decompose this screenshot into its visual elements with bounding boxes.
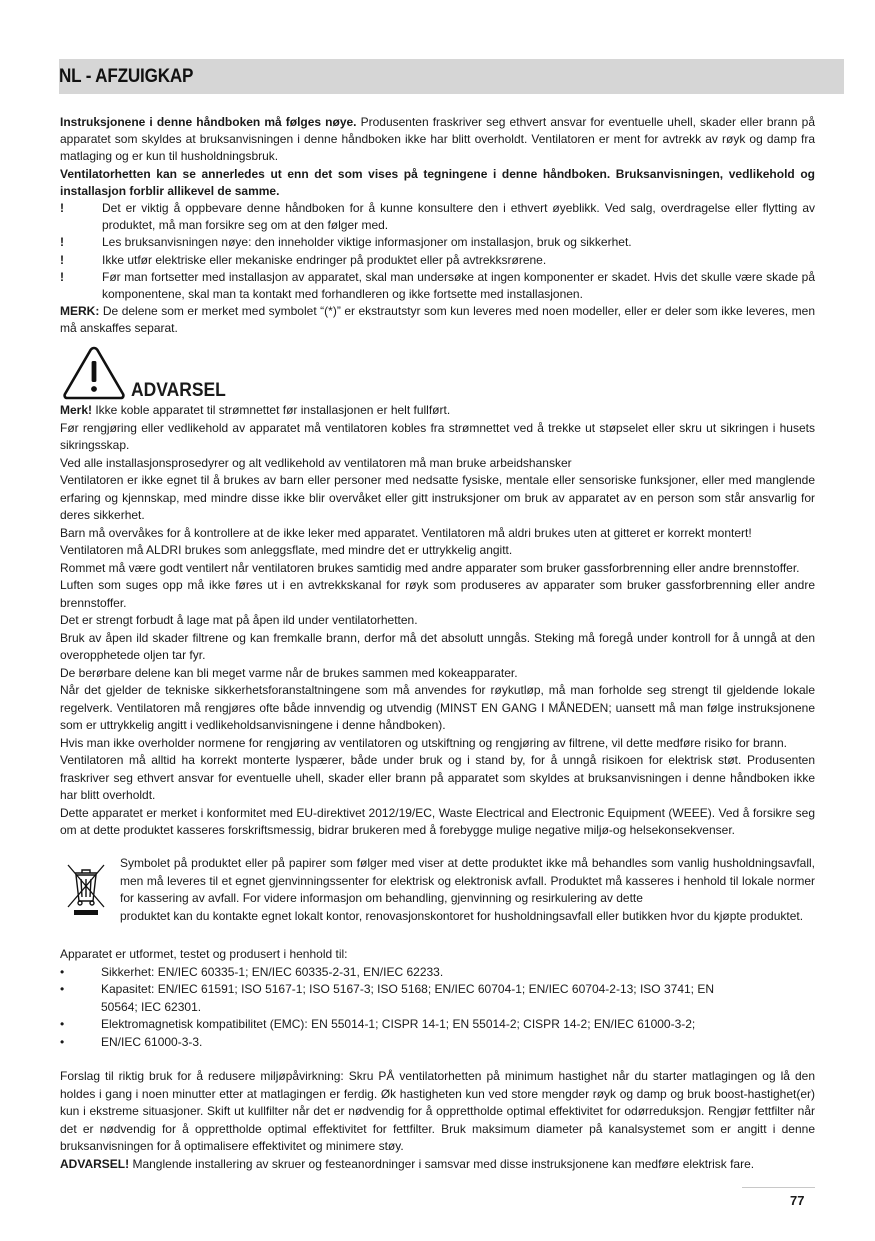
closing-warning-label: ADVARSEL!: [60, 1156, 130, 1171]
closing-warning: [60, 1156, 815, 1174]
exclamation-icon: !: [60, 269, 64, 284]
closing-paragraph: Forslag til riktig bruk for å redusere miljøpåvirkning: Skru PÅ ventilatorhetten på minimum hastighet når du starter matlagingen og lå den holdes i gang i noen minutter etter at matlagingen er ferdig. Øk hastigheten kun ved store mengder røyk og damp og bruk boost-hastighet(er) kun i ekstreme situasjoner. Skift ut kullfilter når det er nødvendig for å opprettholde optimal effektivitet for odørreduksjon. Rengjør fettfilter når det er nødvendig for å opprettholde optimal effektivitet for fettfilter. Bruk maksimum diameter på kanalsystemet som er angitt i denne bruksanvisningen for å optimalisere effektivitet og minimere støy.: [60, 1069, 815, 1153]
exclamation-icon: !: [60, 201, 64, 216]
list-item: [60, 234, 815, 251]
warning-paragraph: Det er strengt forbudt å lage mat på åpen ild under ventilatorhetten.: [60, 613, 418, 627]
intro-paragraph-2: Ventilatorhetten kan se annerledes ut enn det som vises på tegningene i denne håndboken. Bruksanvisningen, vedlikehold og installasjon forblir allikevel de samme.: [60, 166, 815, 198]
warning-merk-text: Ikke koble apparatet til strømnettet før installasjonen er helt fullført.: [92, 403, 451, 417]
intro-text: Produsenten fraskriver seg ethvert ansvar for eventuelle uhell, skader eller brann på apparatet som skyldes at bruksanvisningen i denne håndboken ikke har blitt overholdt. Ventilatoren er ment for avtrekk av røyk og damp fra matlaging og er kun til husholdningsbruk.: [60, 115, 815, 164]
footer-divider: [742, 1187, 815, 1188]
list-item: [60, 252, 815, 269]
merk-text: De delene som er merket med symbolet “(*)” er ekstrautstyr som kun leveres med noen modeller, eller er deler som ikke leveres, men må anskaffes separat.: [60, 304, 815, 336]
list-item: [60, 200, 815, 234]
merk-label: MERK:: [60, 304, 100, 319]
list-item-text: Elektromagnetisk kompatibilitet (EMC): EN 55014-1; CISPR 14-1; EN 55014-2; CISPR 14-2; EN/IEC 61000-3-2;: [101, 1017, 696, 1031]
list-item-text: Les bruksanvisningen nøye: den inneholder viktige informasjoner om installasjon, bruk og sikkerhet.: [102, 235, 632, 250]
weee-section: [60, 855, 815, 935]
list-item-text: Før man fortsetter med installasjon av apparatet, skal man undersøke at ingen komponenter er skadet. Hvis det skulle være skade på komponentene, skal man ta kontakt med forhandleren og ikke fortsette med installasjonen.: [102, 269, 815, 302]
list-item: [60, 1034, 815, 1052]
warning-section: [60, 402, 815, 840]
weee-text-block: [120, 855, 815, 925]
warning-paragraph: De berørbare delene kan bli meget varme når de brukes sammen med kokeapparater.: [60, 665, 518, 680]
list-item-text: Kapasitet: EN/IEC 61591; ISO 5167-1; ISO 5167-3; ISO 5168; EN/IEC 60704-1; EN/IEC 60704-2-13; ISO 3741; EN 50564; IEC 62301.: [101, 982, 715, 1014]
intro-paragraph-1: [60, 114, 815, 166]
warning-paragraph: Ved alle installasjonsprosedyrer og alt vedlikehold av ventilatoren må man bruke arbeidshansker: [60, 455, 572, 470]
warning-paragraph: Ventilatoren må ALDRI brukes som anleggsflate, med mindre det er uttrykkelig angitt.: [60, 543, 513, 557]
exclamation-icon: !: [60, 252, 64, 267]
intro-section: [60, 114, 815, 338]
bullet-icon: •: [60, 1017, 65, 1031]
standards-section: [60, 946, 815, 1051]
list-item: [60, 981, 815, 1016]
warning-paragraph: Barn må overvåkes for å kontrollere at de ikke leker med apparatet. Ventilatoren må aldri brukes uten at gitteret er korrekt montert!: [60, 525, 752, 540]
crossed-out-bin-icon: [64, 861, 108, 917]
list-item-text: EN/IEC 61000-3-3.: [101, 1034, 203, 1049]
bullet-icon: •: [60, 982, 65, 996]
page-number: 77: [790, 1193, 805, 1208]
warning-paragraph: Når det gjelder de tekniske sikkerhetsforanstaltningene som må anvendes for røykutløp, må man forholde seg strengt til gjeldende lokale regelverk. Ventilatoren må rengjøres ofte både innvendig og utvendig (MINST EN GANG I MÅNEDEN; uansett må man følge instruksjonene som er uttrykkelig angitt i vedlikeholdsanvisningene i denne håndboken).: [60, 683, 815, 732]
warning-paragraph: Hvis man ikke overholder normene for rengjøring av ventilatoren og utskiftning og rengjøring av filtrene, vil dette medføre risiko for brann.: [60, 735, 788, 750]
exclamation-icon: !: [60, 235, 64, 250]
merk-note: [60, 303, 815, 337]
list-item-text: Ikke utfør elektriske eller mekaniske endringer på produktet eller på avtrekksrørene.: [102, 252, 547, 267]
warning-triangle-icon: [62, 345, 126, 401]
warning-paragraph: Rommet må være godt ventilert når ventilatoren brukes samtidig med andre apparater som bruker gassforbrenning eller andre brennstoffer.: [60, 560, 800, 575]
section-header-bar: [59, 59, 844, 94]
list-item-text: Sikkerhet: EN/IEC 60335-1; EN/IEC 60335-2-31, EN/IEC 62233.: [101, 964, 444, 979]
warning-paragraph: Før rengjøring eller vedlikehold av apparatet må ventilatoren kobles fra strømnettet ved å trekke ut støpselet eller skru ut sikringen i husets sikringsskap.: [60, 420, 815, 452]
warning-paragraph: Bruk av åpen ild skader filtrene og kan fremkalle brann, derfor må det absolutt unngås. Steking må foregå under kontroll for å unngå at den overopphetede oljen tar fyr.: [60, 630, 815, 662]
warning-paragraph: Dette apparatet er merket i konformitet med EU-direktivet 2012/19/EC, Waste Electrical and Electronic Equipment (WEEE). Ved å forsikre seg om at dette produktet kasseres forskriftsmessig, bidrar brukeren med å forebygge mulige negative miljø-og helsekonsekvenser.: [60, 805, 815, 837]
list-item: [60, 964, 815, 982]
list-item-text: Det er viktig å oppbevare denne håndboken for å kunne konsultere den i ethvert øyeblikk. Ved salg, overdragelse eller flytting av produktet, må man forsikre seg om at den følger med.: [102, 201, 815, 233]
warning-paragraph: Ventilatoren må alltid ha korrekt monterte lyspærer, både under bruk og i stand by, for å unngå risikoen for elektrisk støt. Produsenten fraskriver seg ethvert ansvar for eventuelle uhell, skader eller brann på apparatet som skyldes at bruksanvisningen i denne håndboken ikke har blitt overholdt.: [60, 753, 815, 802]
bullet-icon: •: [60, 1034, 65, 1049]
weee-paragraph: Symbolet på produktet eller på papirer som følger med viser at dette produktet ikke må behandles som vanlig husholdningsavfall, men må leveres til et egnet gjenvinningssenter for elektrisk og elektronisk avfall. Produktet må kasseres i henhold til lokale normer for kassering av avfall. For videre informasjon om behandling, gjenvinning og resirkulering av dette: [120, 856, 815, 905]
closing-section: [60, 1068, 815, 1173]
warning-paragraph: Luften som suges opp må ikke føres ut i en avtrekkskanal for røyk som produseres av apparater som bruker gassforbrenning eller andre brennstoffer.: [60, 578, 815, 610]
warning-merk: [60, 402, 815, 420]
warning-heading: [60, 345, 460, 405]
standards-intro: Apparatet er utformet, testet og produsert i henhold til:: [60, 947, 348, 961]
bullet-icon: •: [60, 964, 65, 979]
closing-warning-text: Manglende installering av skruer og festeanordninger i samsvar med disse instruksjonene kan medføre elektrisk fare.: [129, 1156, 755, 1171]
weee-paragraph: produktet kan du kontakte egnet lokalt kontor, renovasjonskontoret for husholdningsavfall eller butikken hvor du kjøpte produktet.: [120, 908, 804, 923]
intro-bold-lead: Instruksjonene i denne håndboken må følges nøye.: [60, 115, 357, 129]
warning-title: ADVARSEL: [131, 380, 226, 401]
list-item: [60, 1016, 815, 1034]
warning-merk-label: Merk!: [60, 403, 93, 417]
list-item: [60, 269, 815, 303]
warning-paragraph: Ventilatoren er ikke egnet til å brukes av barn eller personer med nedsatte fysiske, mentale eller sensoriske funksjoner, eller med manglende erfaring og kjennskap, med mindre disse ikke blir overvåket eller gitt instruksjoner om bruk av apparatet av en person som står ansvarlig for deres sikkerhet.: [60, 473, 815, 522]
page-title: NL - AFZUIGKAP: [59, 66, 194, 87]
